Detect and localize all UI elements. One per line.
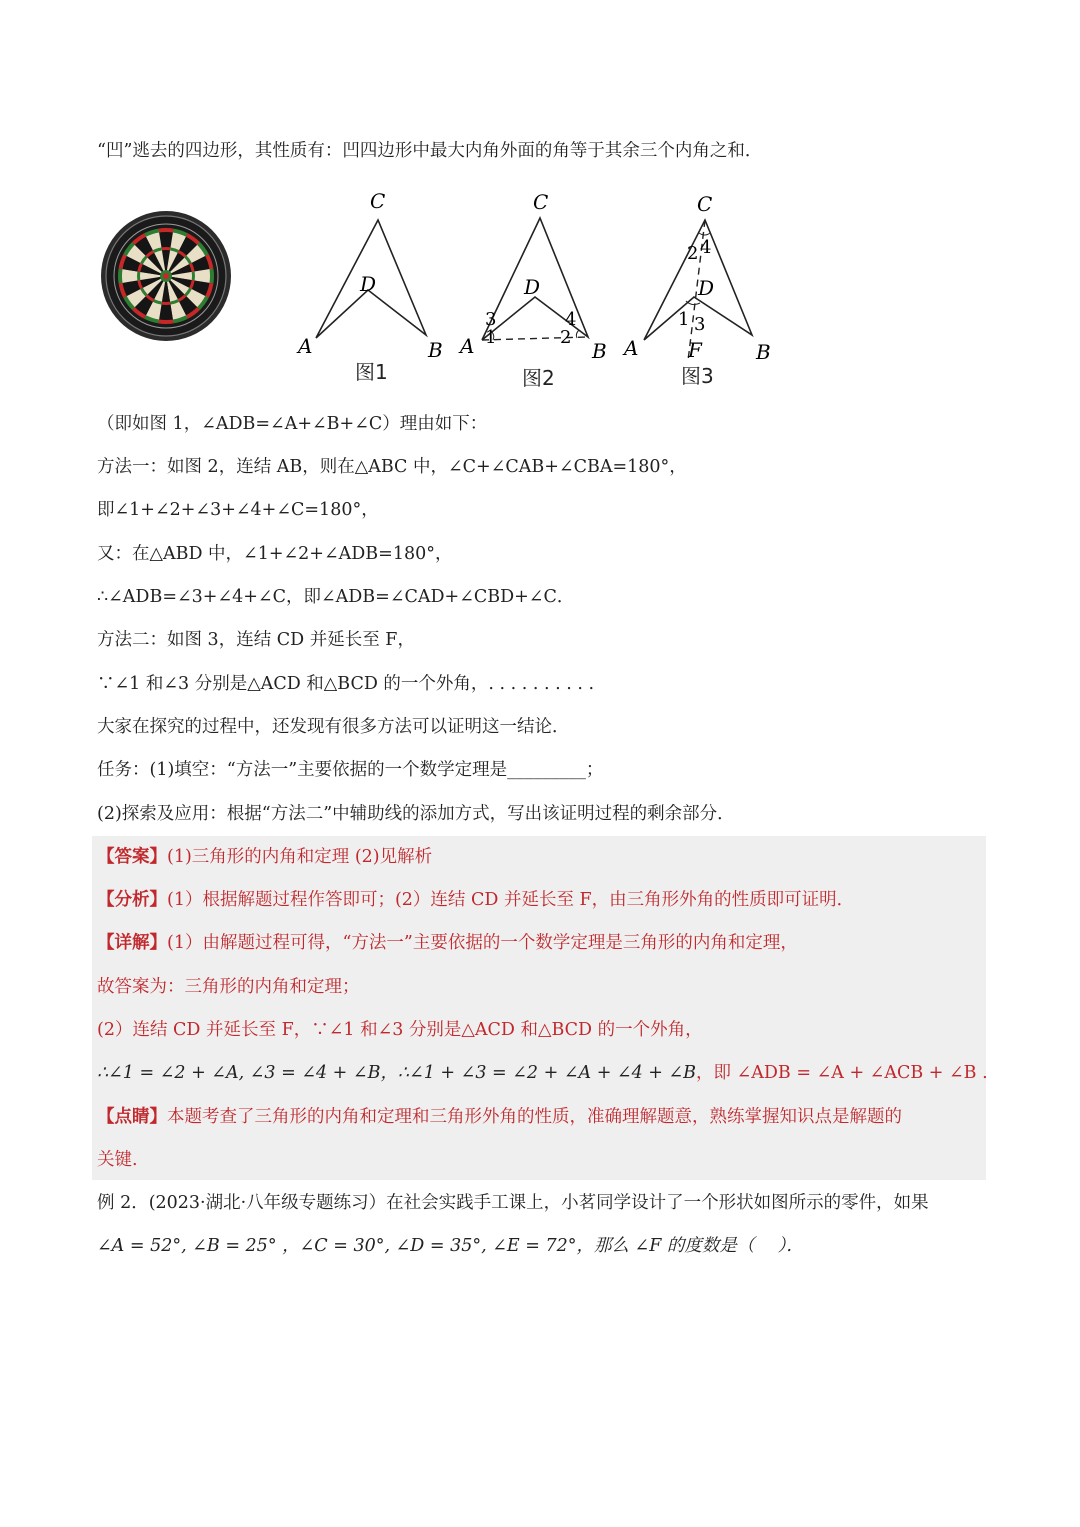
text-line-3: 即∠1+∠2+∠3+∠4+∠C=180°，	[97, 500, 379, 520]
detail-formula-b: ，∴∠1 + ∠3 = ∠2 + ∠A + ∠4 + ∠B	[380, 1063, 697, 1083]
intro-text: “凹”逃去的四边形，其性质有：凹四边形中最大内角外面的角等于其余三个内角之和．	[97, 141, 763, 161]
analysis-tag: 【分析】	[97, 890, 167, 910]
fig3-label-d: D	[698, 276, 715, 300]
detail-line-2: 故答案为：三角形的内角和定理；	[97, 977, 360, 997]
figure-2-caption: 图2	[522, 366, 555, 390]
fig2-angle-4: 4	[565, 309, 577, 330]
example-line-1: 例 2．(2023·湖北·八年级专题练习）在社会实践手工课上，小茗同学设计了一个形状如图所示的零件，如果	[97, 1193, 929, 1213]
fig3-label-a: A	[624, 336, 639, 360]
analysis-text: (1）根据解题过程作答即可；(2）连结 CD 并延长至 F，由三角形外角的性质即可证明．	[167, 890, 855, 910]
text-line-5: ∴∠ADB=∠3+∠4+∠C，即∠ADB=∠CAD+∠CBD+∠C．	[97, 587, 575, 607]
fig3-angle-2: 2	[687, 243, 699, 264]
detail-line-1	[97, 931, 798, 955]
fig3-label-f: F	[688, 338, 702, 362]
detail-tag: 【详解】	[97, 933, 167, 953]
fig3-angle-4: 4	[700, 237, 712, 258]
comment-text: 本题考查了三角形的内角和定理和三角形外角的性质，准确理解题意，熟练掌握知识点是解题的	[167, 1107, 902, 1127]
fig2-angle-2: 2	[560, 327, 572, 348]
detail-line-4	[97, 1061, 988, 1085]
detail-formula-a: ∴∠1 = ∠2 + ∠A, ∠3 = ∠4 + ∠B	[97, 1063, 381, 1083]
text-line-8: 大家在探究的过程中，还发现有很多方法可以证明这一结论．	[97, 717, 570, 737]
text-line-2: 方法一：如图 2，连结 AB，则在△ABC 中，∠C+∠CAB+∠CBA=180°，	[97, 457, 687, 477]
fig2-label-c: C	[533, 190, 549, 214]
figure-2	[455, 185, 625, 385]
dartboard-image	[100, 210, 232, 346]
fig3-angle-3: 3	[694, 314, 706, 335]
fig1-label-a: A	[298, 334, 313, 358]
figure-3-caption: 图3	[681, 364, 714, 388]
fig2-label-a: A	[460, 334, 475, 358]
text-line-6: 方法二：如图 3，连结 CD 并延长至 F，	[97, 630, 415, 650]
fig1-label-d: D	[360, 272, 377, 296]
comment-line-1	[97, 1105, 902, 1129]
fig3-label-c: C	[697, 192, 713, 216]
fig2-label-d: D	[524, 275, 541, 299]
fig3-angle-1: 1	[678, 309, 690, 330]
text-line-1: （即如图 1，∠ADB=∠A+∠B+∠C）理由如下：	[97, 414, 488, 434]
comment-line-2: 关键.	[97, 1150, 138, 1170]
fig2-angle-3: 3	[485, 309, 497, 330]
fig3-label-b: B	[756, 340, 771, 364]
comment-tag: 【点睛】	[97, 1107, 167, 1127]
detail-line-3: (2）连结 CD 并延长至 F，∵∠1 和∠3 分别是△ACD 和△BCD 的一个外角，	[97, 1020, 703, 1040]
task-line-2: (2)探索及应用：根据“方法二”中辅助线的添加方式，写出该证明过程的剩余部分．	[97, 804, 735, 824]
detail-formula-c: ，即 ∠ADB = ∠A + ∠ACB + ∠B .	[696, 1063, 988, 1083]
answer-text: (1)三角形的内角和定理 (2)见解析	[167, 847, 433, 867]
answer-tag: 【答案】	[97, 847, 167, 867]
answer-line	[97, 845, 432, 869]
analysis-line	[97, 888, 854, 912]
fig2-label-b: B	[592, 339, 607, 363]
example-line-2: ∠A = 52°, ∠B = 25° ，∠C = 30°, ∠D = 35°, ∠E = 72°，那么 ∠F 的度数是（ ）．	[97, 1236, 804, 1256]
fig1-label-c: C	[370, 189, 386, 213]
fig2-angle-1: 1	[485, 327, 497, 348]
text-line-4: 又：在△ABD 中，∠1+∠2+∠ADB=180°，	[97, 544, 453, 564]
text-line-7: ∵∠1 和∠3 分别是△ACD 和△BCD 的一个外角，. . . . . . . . . .	[97, 674, 595, 694]
figure-3	[620, 185, 790, 385]
task-line-1: 任务：(1)填空：“方法一”主要依据的一个数学定理是_________；	[97, 760, 604, 780]
figure-1	[290, 185, 460, 385]
detail-text: (1）由解题过程可得，“方法一”主要依据的一个数学定理是三角形的内角和定理，	[167, 933, 798, 953]
fig1-label-b: B	[428, 338, 443, 362]
figure-1-caption: 图1	[355, 360, 388, 384]
